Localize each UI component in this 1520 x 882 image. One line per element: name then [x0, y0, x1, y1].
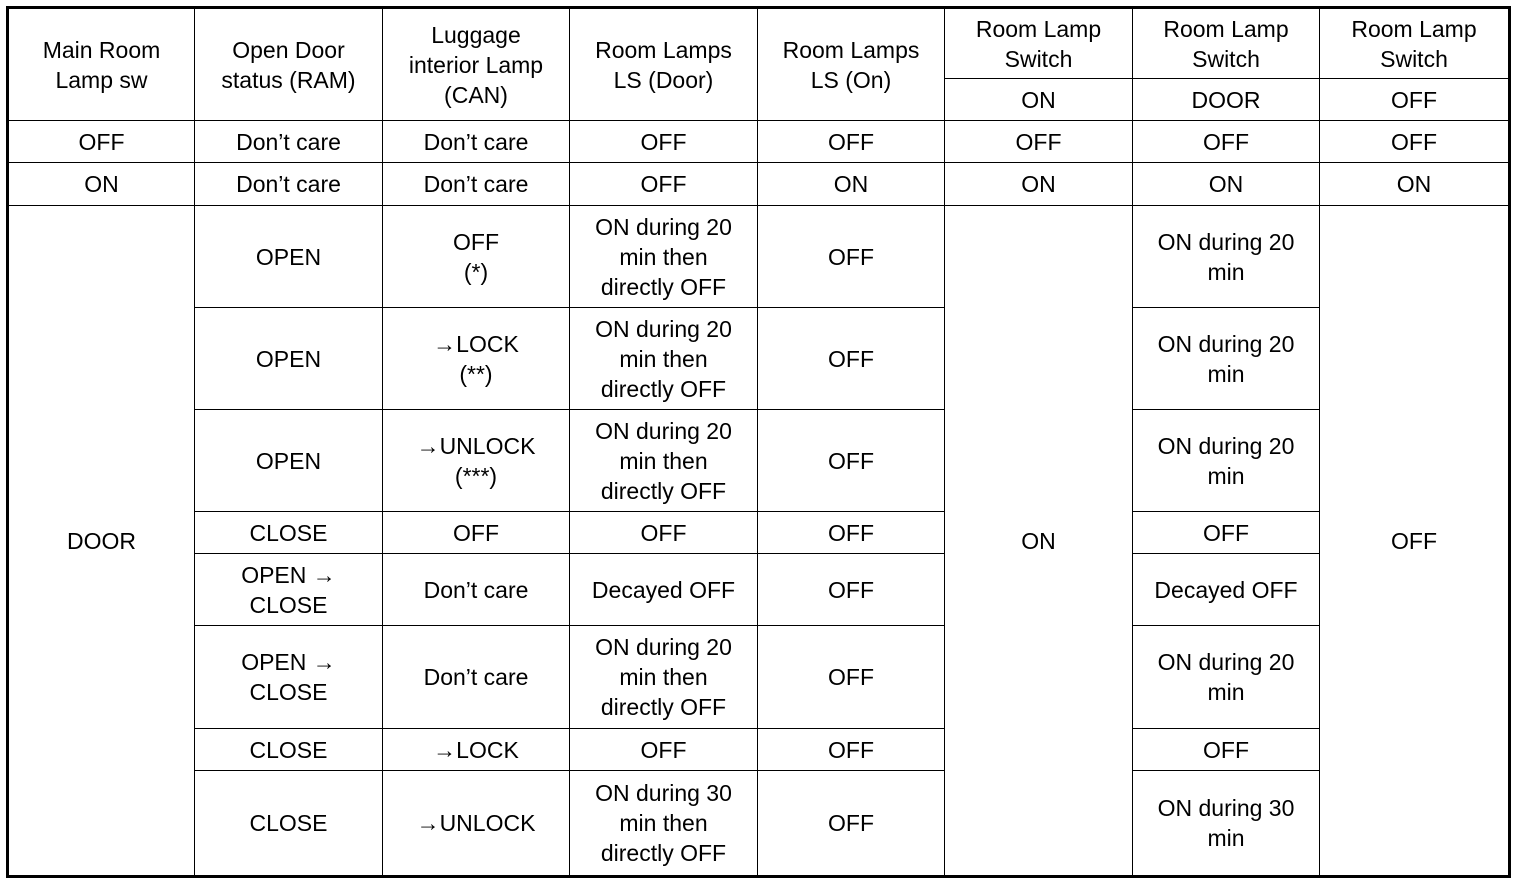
table-cell: OFF	[758, 626, 945, 729]
table-cell: OFF	[1133, 512, 1320, 554]
table-cell: Decayed OFF	[570, 554, 758, 626]
table-row-main-on	[8, 163, 1510, 206]
header-luggage-lamp: Luggage interior Lamp (CAN)	[383, 8, 570, 121]
table-cell: OFF	[8, 121, 195, 163]
table-cell: OPEN	[195, 410, 383, 512]
table-cell: OFF	[1133, 121, 1320, 163]
table-cell: ON during 30 min	[1133, 771, 1320, 877]
table-cell: OFF	[570, 121, 758, 163]
table-cell: OFF	[383, 512, 570, 554]
table-row-door	[8, 512, 1510, 554]
table-cell: OFF	[570, 512, 758, 554]
table-cell: ON	[1320, 163, 1510, 206]
table-cell: OFF	[945, 121, 1133, 163]
header-switch-position-door: DOOR	[1133, 79, 1320, 121]
table-cell: Decayed OFF	[1133, 554, 1320, 626]
table-cell: →UNLOCK (***)	[383, 410, 570, 512]
table-cell: →UNLOCK	[383, 771, 570, 877]
table-cell: Don’t care	[383, 626, 570, 729]
table-cell: OFF	[758, 410, 945, 512]
table-row-door	[8, 554, 1510, 626]
table-cell: ON during 20 min then directly OFF	[570, 626, 758, 729]
table-cell: CLOSE	[195, 771, 383, 877]
table-cell: ON	[945, 163, 1133, 206]
table-cell: OFF	[758, 729, 945, 771]
table-cell: ON during 20 min	[1133, 206, 1320, 308]
table-cell: ON during 20 min	[1133, 410, 1320, 512]
main-sw-door-cell: DOOR	[8, 206, 195, 877]
table-row-door	[8, 308, 1510, 410]
table-cell: OFF	[758, 206, 945, 308]
table-cell: OFF	[758, 554, 945, 626]
table-row-door	[8, 206, 1510, 308]
table-cell: Don’t care	[383, 554, 570, 626]
table-cell: ON during 20 min then directly OFF	[570, 410, 758, 512]
table-cell: ON	[1133, 163, 1320, 206]
header-main-room-lamp-sw: Main Room Lamp sw	[8, 8, 195, 121]
table-cell: OPEN → CLOSE	[195, 554, 383, 626]
table-cell: Don’t care	[195, 121, 383, 163]
table-cell: OFF	[570, 729, 758, 771]
table-row-door	[8, 410, 1510, 512]
table-cell: Don’t care	[383, 163, 570, 206]
table-cell: CLOSE	[195, 729, 383, 771]
table-row-door	[8, 771, 1510, 877]
header-open-door-status: Open Door status (RAM)	[195, 8, 383, 121]
table-row-door	[8, 729, 1510, 771]
table-cell: OFF	[758, 308, 945, 410]
table-cell: ON	[8, 163, 195, 206]
table-cell: ON during 20 min	[1133, 626, 1320, 729]
table-row-main-off	[8, 121, 1510, 163]
switch-off-result-cell: OFF	[1320, 206, 1510, 877]
header-switch-position-off: OFF	[1320, 79, 1510, 121]
table-cell: OFF	[758, 121, 945, 163]
header-room-lamps-ls-on: Room Lamps LS (On)	[758, 8, 945, 121]
table-cell: CLOSE	[195, 512, 383, 554]
table-cell: OFF	[1133, 729, 1320, 771]
table-cell: ON during 20 min then directly OFF	[570, 206, 758, 308]
switch-on-result-cell: ON	[945, 206, 1133, 877]
table-cell: ON during 20 min then directly OFF	[570, 308, 758, 410]
table-cell: ON during 20 min	[1133, 308, 1320, 410]
header-room-lamp-switch: Room Lamp Switch	[1320, 8, 1510, 79]
header-room-lamps-ls-door: Room Lamps LS (Door)	[570, 8, 758, 121]
table-cell: ON during 30 min then directly OFF	[570, 771, 758, 877]
table-cell: OFF	[1320, 121, 1510, 163]
table-cell: ON	[758, 163, 945, 206]
table-cell: OFF	[570, 163, 758, 206]
table-cell: →LOCK	[383, 729, 570, 771]
table-cell: Don’t care	[383, 121, 570, 163]
room-lamp-logic-table	[6, 6, 1511, 878]
table-cell: OFF	[758, 512, 945, 554]
table-cell: OFF	[758, 771, 945, 877]
header-room-lamp-switch: Room Lamp Switch	[1133, 8, 1320, 79]
table-cell: OFF (*)	[383, 206, 570, 308]
table-row-door	[8, 626, 1510, 729]
table-cell: →LOCK (**)	[383, 308, 570, 410]
table-cell: OPEN	[195, 308, 383, 410]
table-cell: OPEN	[195, 206, 383, 308]
table-cell: Don’t care	[195, 163, 383, 206]
table-cell: OPEN → CLOSE	[195, 626, 383, 729]
header-room-lamp-switch: Room Lamp Switch	[945, 8, 1133, 79]
header-switch-position-on: ON	[945, 79, 1133, 121]
header-row	[8, 8, 1510, 79]
